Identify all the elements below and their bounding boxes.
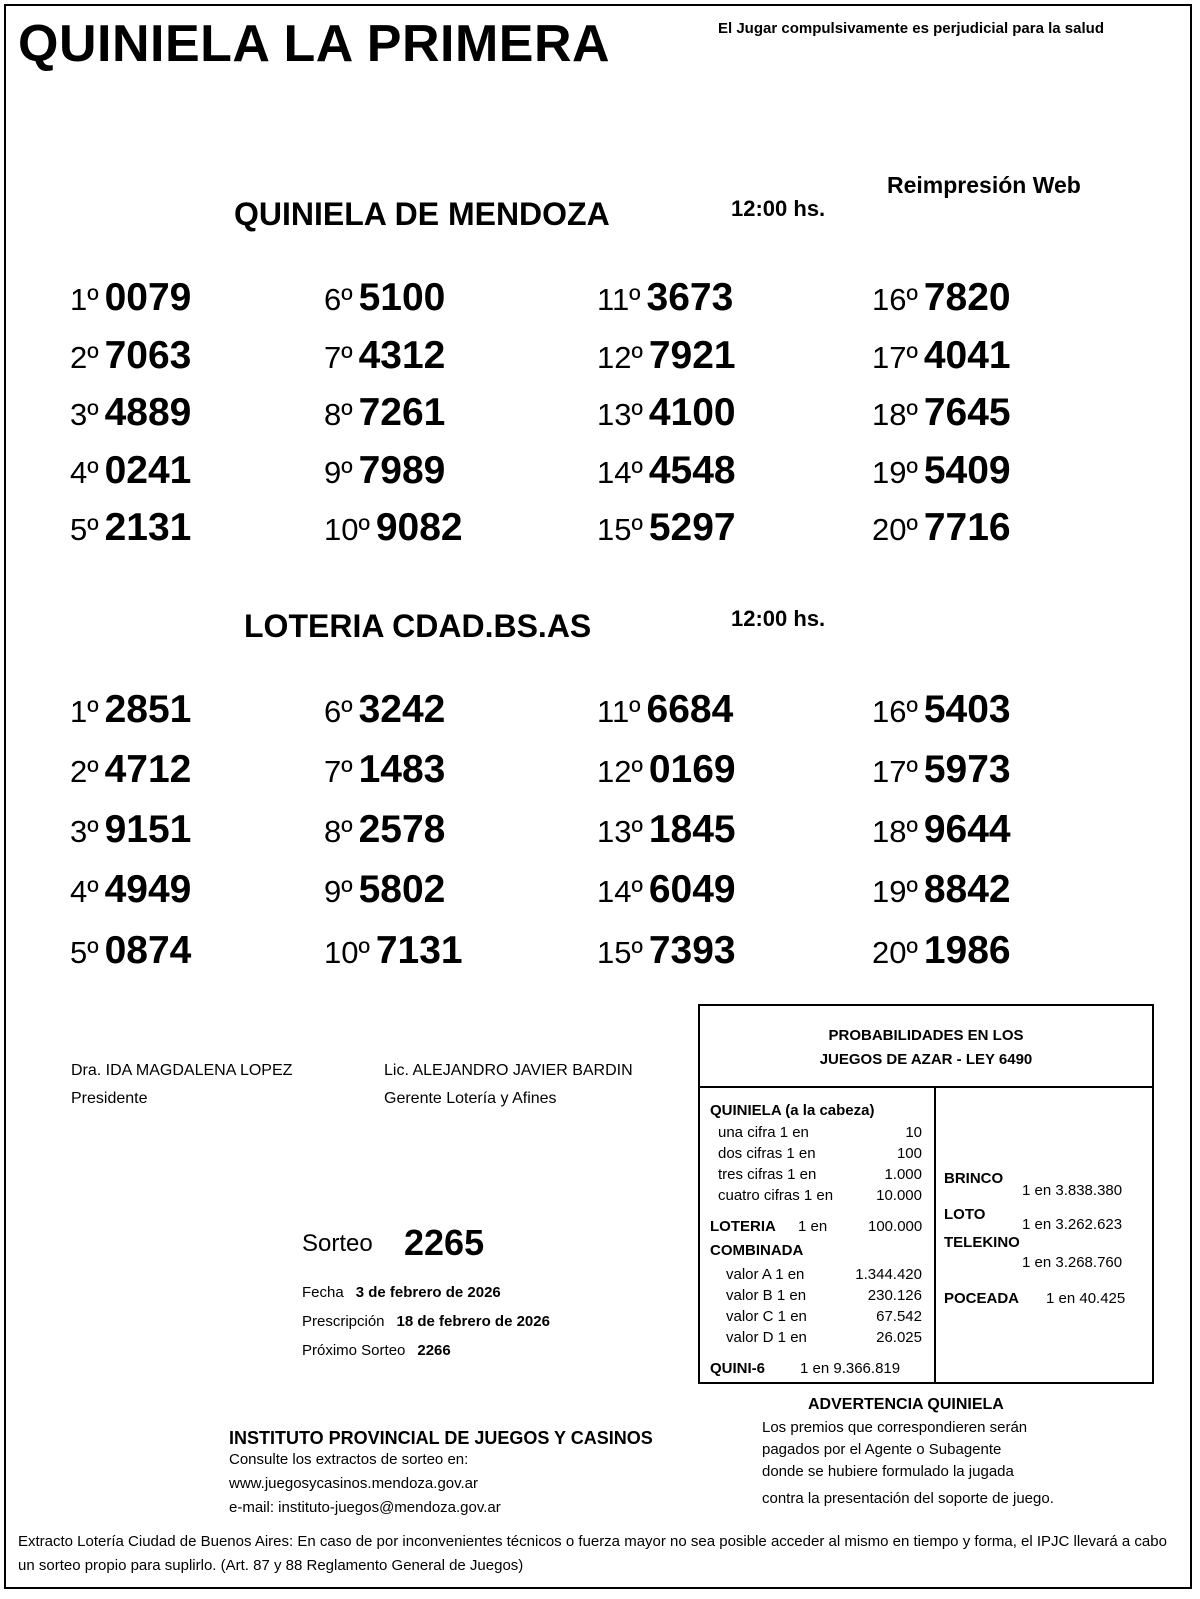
loto-label: LOTO xyxy=(944,1206,986,1223)
result-cell xyxy=(597,688,733,732)
result-number: 4100 xyxy=(648,391,736,434)
result-cell xyxy=(872,748,1011,792)
result-position: 11º xyxy=(597,694,641,729)
result-position: 11º xyxy=(597,282,641,317)
combinada-row-label: valor C 1 en xyxy=(726,1308,807,1325)
result-cell xyxy=(872,449,1011,493)
result-position: 19º xyxy=(872,455,918,490)
result-cell xyxy=(872,688,1011,732)
result-cell xyxy=(597,808,736,852)
result-position: 4º xyxy=(70,874,99,909)
result-cell xyxy=(872,334,1011,378)
loteria-label: LOTERIA xyxy=(710,1218,776,1235)
result-cell xyxy=(324,449,445,493)
result-cell xyxy=(70,929,191,973)
result-position: 6º xyxy=(324,694,353,729)
result-cell xyxy=(70,688,191,732)
signature-name: Dra. IDA MAGDALENA LOPEZ xyxy=(71,1062,293,1079)
result-cell xyxy=(70,449,191,493)
advertencia-line: Los premios que correspondieren serán xyxy=(762,1419,1028,1436)
probabilidades-title-1: PROBABILIDADES EN LOS xyxy=(828,1027,1024,1044)
result-number: 5802 xyxy=(358,868,446,911)
result-number: 5403 xyxy=(923,688,1011,731)
result-position: 12º xyxy=(597,754,643,789)
brinco-label: BRINCO xyxy=(944,1170,1004,1187)
result-cell xyxy=(324,688,445,732)
signature-role: Gerente Lotería y Afines xyxy=(384,1090,557,1107)
combinada-row-value: 26.025 xyxy=(876,1329,922,1346)
main-title: QUINIELA LA PRIMERA xyxy=(18,15,611,73)
result-position: 7º xyxy=(324,754,353,789)
result-position: 17º xyxy=(872,340,918,375)
result-cell xyxy=(597,391,736,435)
quiniela-row-value: 100 xyxy=(896,1145,922,1162)
result-position: 16º xyxy=(872,282,918,317)
result-cell xyxy=(597,868,736,912)
result-position: 15º xyxy=(597,512,643,547)
result-position: 12º xyxy=(597,340,643,375)
result-position: 20º xyxy=(872,512,918,547)
result-number: 8842 xyxy=(923,868,1011,911)
result-cell xyxy=(324,929,463,973)
prescripcion-value: 18 de febrero de 2026 xyxy=(396,1313,550,1330)
loto-value: 1 en 3.262.623 xyxy=(1022,1216,1123,1233)
result-position: 3º xyxy=(70,814,99,849)
result-position: 3º xyxy=(70,397,99,432)
result-position: 7º xyxy=(324,340,353,375)
instituto-email: e-mail: instituto-juegos@mendoza.gov.ar xyxy=(229,1499,501,1516)
result-number: 7989 xyxy=(358,449,446,492)
section-title-loteria: LOTERIA CDAD.BS.AS xyxy=(244,608,592,644)
footer-disclaimer: Extracto Lotería Ciudad de Buenos Aires: En caso de por inconvenientes técnicos o fuerza mayor no sea posible acceder al mismo en tiempo y forma, el IPJC llevará a cabo un sorteo propio para suplirlo. (Art. 87 y 88 Reglamento General de Juegos) xyxy=(18,1533,1167,1574)
signature-gerente xyxy=(384,1057,633,1113)
advertencia-line: contra la presentación del soporte de juego. xyxy=(762,1490,1054,1507)
result-position: 13º xyxy=(597,397,643,432)
poceada-value: 1 en 40.425 xyxy=(1046,1290,1126,1307)
result-cell xyxy=(872,868,1011,912)
section-time-mendoza: 12:00 hs. xyxy=(731,196,826,221)
quini6-value: 1 en 9.366.819 xyxy=(800,1360,901,1377)
quiniela-row-value: 10 xyxy=(905,1124,922,1141)
result-cell xyxy=(872,276,1011,320)
combinada-row-label: valor A 1 en xyxy=(726,1266,805,1283)
result-number: 4889 xyxy=(104,391,192,434)
probabilidades-divider xyxy=(934,1088,936,1384)
result-position: 16º xyxy=(872,694,918,729)
result-number: 9644 xyxy=(923,808,1011,851)
brinco-value: 1 en 3.838.380 xyxy=(1022,1182,1123,1199)
probabilidades-header xyxy=(700,1006,1152,1088)
quiniela-row-label: cuatro cifras 1 en xyxy=(718,1187,834,1204)
result-position: 8º xyxy=(324,397,353,432)
result-position: 2º xyxy=(70,340,99,375)
result-position: 14º xyxy=(597,874,643,909)
result-number: 9151 xyxy=(104,808,192,851)
result-cell xyxy=(597,334,736,378)
result-number: 0874 xyxy=(104,929,192,972)
result-position: 10º xyxy=(324,512,370,547)
result-position: 9º xyxy=(324,874,353,909)
result-number: 7261 xyxy=(358,391,446,434)
signature-presidente xyxy=(71,1057,292,1113)
prescripcion-label: Prescripción xyxy=(302,1313,385,1330)
result-number: 2851 xyxy=(104,688,192,731)
result-number: 2578 xyxy=(358,808,446,851)
result-number: 5100 xyxy=(358,276,446,319)
advertencia-title: ADVERTENCIA QUINIELA xyxy=(808,1396,1004,1413)
result-number: 0169 xyxy=(648,748,736,791)
fecha-value: 3 de febrero de 2026 xyxy=(355,1284,501,1301)
result-cell xyxy=(324,334,445,378)
result-number: 4712 xyxy=(104,748,192,791)
result-position: 10º xyxy=(324,935,370,970)
result-position: 15º xyxy=(597,935,643,970)
result-cell xyxy=(597,506,736,550)
result-cell xyxy=(597,449,736,493)
proximo-label: Próximo Sorteo xyxy=(302,1342,406,1359)
result-number: 5297 xyxy=(648,506,736,549)
signature-name: Lic. ALEJANDRO JAVIER BARDIN xyxy=(384,1062,633,1079)
proximo-value: 2266 xyxy=(417,1342,451,1359)
telekino-label: TELEKINO xyxy=(944,1234,1020,1251)
combinada-row-value: 1.344.420 xyxy=(855,1266,922,1283)
signature-role: Presidente xyxy=(71,1090,148,1107)
result-number: 4949 xyxy=(104,868,192,911)
result-number: 1986 xyxy=(923,929,1011,972)
result-position: 17º xyxy=(872,754,918,789)
result-number: 9082 xyxy=(375,506,463,549)
quiniela-row-value: 10.000 xyxy=(876,1187,922,1204)
quiniela-row-value: 1.000 xyxy=(884,1166,922,1183)
result-cell xyxy=(70,506,191,550)
reprint-label: Reimpresión Web xyxy=(887,172,1081,198)
result-cell xyxy=(324,868,445,912)
instituto-title: INSTITUTO PROVINCIAL DE JUEGOS Y CASINOS xyxy=(229,1428,653,1448)
result-cell xyxy=(324,506,463,550)
quiniela-row-label: una cifra 1 en xyxy=(718,1124,809,1141)
result-cell xyxy=(597,748,736,792)
result-position: 18º xyxy=(872,814,918,849)
fecha-label: Fecha xyxy=(302,1284,344,1301)
result-number: 0079 xyxy=(104,276,192,319)
instituto-consulte: Consulte los extractos de sorteo en: xyxy=(229,1451,469,1468)
result-number: 0241 xyxy=(104,449,192,492)
result-cell xyxy=(324,748,445,792)
result-cell xyxy=(70,808,191,852)
result-number: 3673 xyxy=(646,276,734,319)
result-position: 5º xyxy=(70,512,99,547)
result-position: 13º xyxy=(597,814,643,849)
result-cell xyxy=(872,391,1011,435)
instituto-website: www.juegosycasinos.mendoza.gov.ar xyxy=(229,1475,479,1492)
loteria-value: 100.000 xyxy=(868,1218,923,1235)
result-number: 6049 xyxy=(648,868,736,911)
quiniela-row-label: tres cifras 1 en xyxy=(718,1166,817,1183)
telekino-value: 1 en 3.268.760 xyxy=(1022,1254,1123,1271)
result-position: 6º xyxy=(324,282,353,317)
result-position: 19º xyxy=(872,874,918,909)
result-cell xyxy=(597,276,733,320)
result-cell xyxy=(872,808,1011,852)
result-cell xyxy=(70,334,191,378)
sorteo-number: 2265 xyxy=(404,1222,485,1263)
poceada-label: POCEADA xyxy=(944,1290,1020,1307)
section-title-mendoza: QUINIELA DE MENDOZA xyxy=(234,196,610,232)
result-cell xyxy=(324,808,445,852)
result-position: 2º xyxy=(70,754,99,789)
result-number: 1845 xyxy=(648,808,736,851)
loteria-en: 1 en xyxy=(798,1218,828,1235)
section-time-loteria: 12:00 hs. xyxy=(731,606,826,631)
fecha-row xyxy=(302,1284,501,1301)
result-position: 4º xyxy=(70,455,99,490)
proximo-row xyxy=(302,1342,451,1359)
result-position: 18º xyxy=(872,397,918,432)
quiniela-title: QUINIELA (a la cabeza) xyxy=(710,1102,875,1119)
result-number: 7393 xyxy=(648,929,736,972)
result-cell xyxy=(70,391,191,435)
combinada-row-label: valor D 1 en xyxy=(726,1329,807,1346)
combinada-row-value: 67.542 xyxy=(876,1308,922,1325)
result-position: 20º xyxy=(872,935,918,970)
result-number: 5973 xyxy=(923,748,1011,791)
result-position: 1º xyxy=(70,282,99,317)
result-cell xyxy=(70,276,191,320)
result-number: 7716 xyxy=(923,506,1011,549)
result-cell xyxy=(597,929,736,973)
advertencia-line: donde se hubiere formulado la jugada xyxy=(762,1463,1014,1480)
advertencia-line: pagados por el Agente o Subagente xyxy=(762,1441,1002,1458)
prescripcion-row xyxy=(302,1313,550,1330)
result-number: 4312 xyxy=(358,334,446,377)
result-cell xyxy=(324,391,445,435)
quini6-label: QUINI-6 xyxy=(710,1360,766,1377)
combinada-title: COMBINADA xyxy=(710,1242,804,1259)
result-number: 2131 xyxy=(104,506,192,549)
result-number: 7921 xyxy=(648,334,736,377)
result-number: 1483 xyxy=(358,748,446,791)
result-number: 7820 xyxy=(923,276,1011,319)
result-number: 7063 xyxy=(104,334,192,377)
result-position: 1º xyxy=(70,694,99,729)
result-position: 8º xyxy=(324,814,353,849)
result-cell xyxy=(872,929,1011,973)
result-number: 7131 xyxy=(375,929,463,972)
result-number: 4041 xyxy=(923,334,1011,377)
health-warning: El Jugar compulsivamente es perjudicial para la salud xyxy=(718,20,1104,37)
combinada-row-label: valor B 1 en xyxy=(726,1287,807,1304)
result-number: 7645 xyxy=(923,391,1011,434)
result-cell xyxy=(70,748,191,792)
result-position: 14º xyxy=(597,455,643,490)
result-cell xyxy=(872,506,1011,550)
result-position: 9º xyxy=(324,455,353,490)
result-cell xyxy=(70,868,191,912)
result-position: 5º xyxy=(70,935,99,970)
probabilidades-title-2: JUEGOS DE AZAR - LEY 6490 xyxy=(819,1051,1033,1068)
result-number: 5409 xyxy=(923,449,1011,492)
result-number: 3242 xyxy=(358,688,446,731)
probabilidades-box xyxy=(698,1004,1154,1384)
result-number: 4548 xyxy=(648,449,736,492)
quiniela-row-label: dos cifras 1 en xyxy=(718,1145,816,1162)
result-cell xyxy=(324,276,445,320)
result-number: 6684 xyxy=(646,688,734,731)
sorteo-label: Sorteo xyxy=(302,1230,373,1257)
combinada-row-value: 230.126 xyxy=(867,1287,922,1304)
